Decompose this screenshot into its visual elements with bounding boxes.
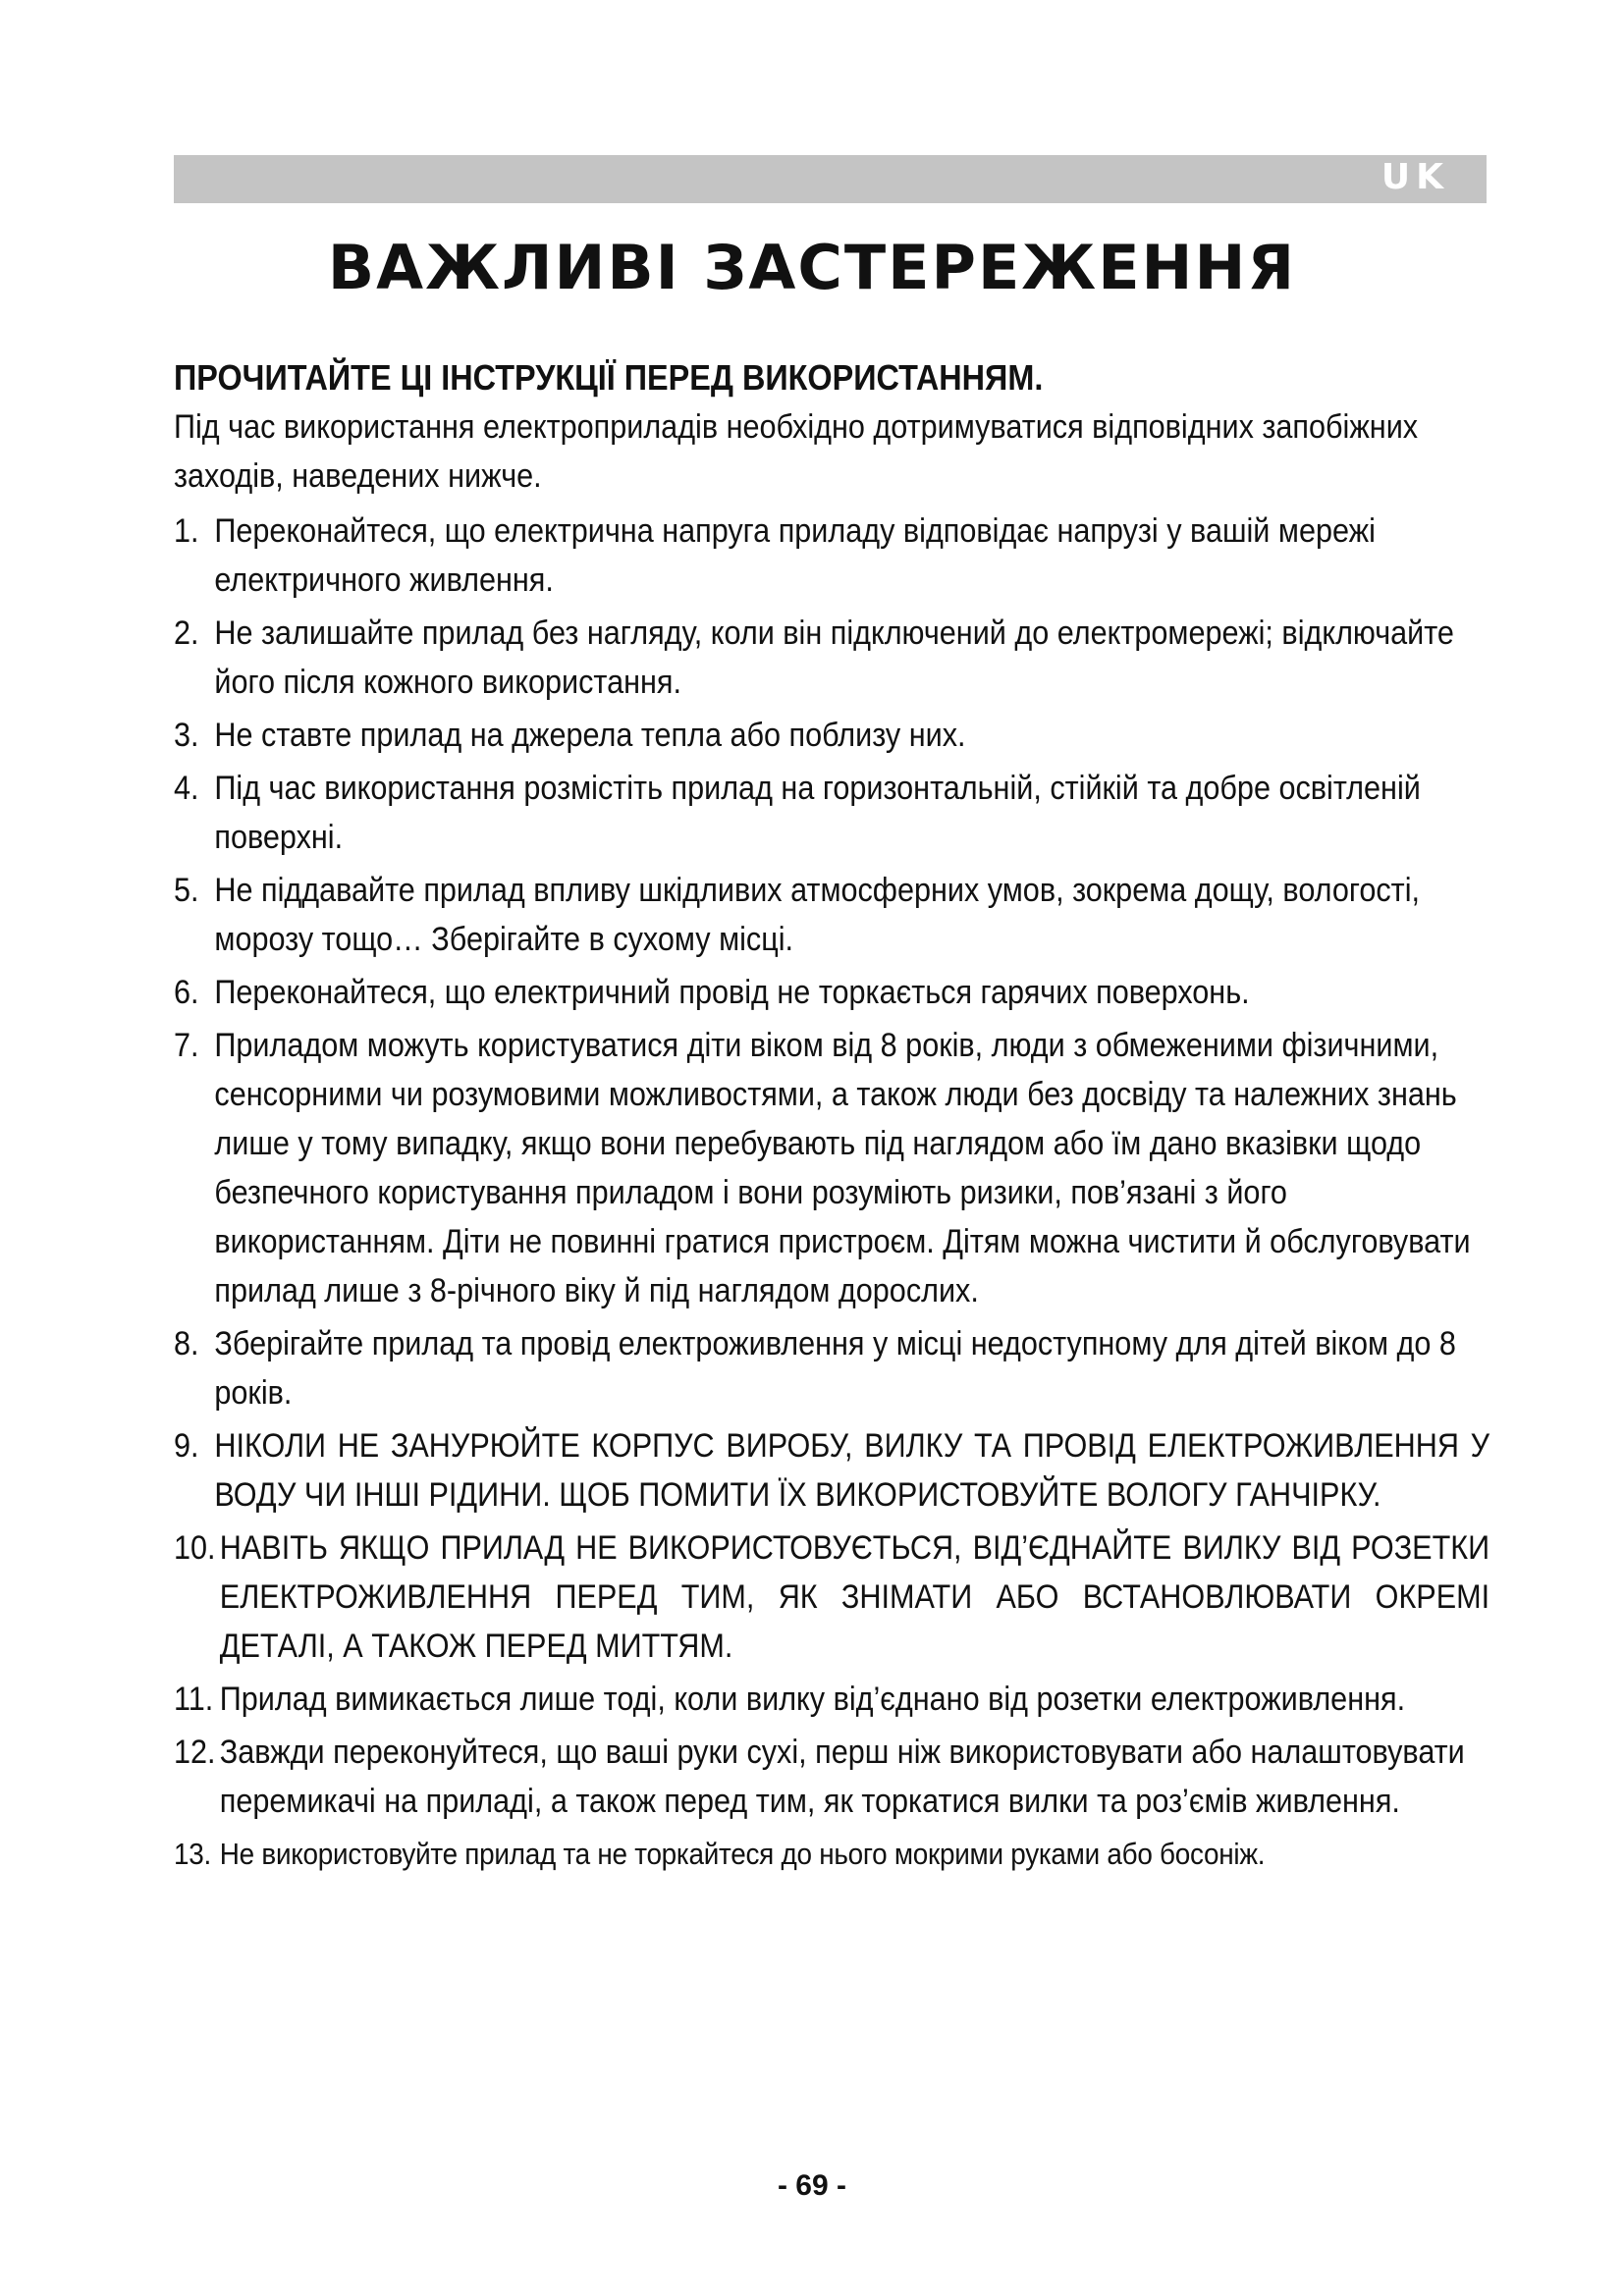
list-item [174,968,1489,1017]
list-item-number: 8. [174,1325,199,1362]
list-item-number: 9. [174,1427,199,1465]
list-item [174,507,1489,605]
list-item [174,1675,1489,1724]
list-item-text: Під час використання розмістіть прилад на горизонтальній, стійкій та добре освітленій поверхні. [214,770,1421,856]
list-item-number: 6. [174,974,199,1011]
page-title: ВАЖЛИВІ ЗАСТЕРЕЖЕННЯ [327,232,1297,303]
list-item-number: 11. [174,1681,214,1718]
list-item-number: 3. [174,717,199,754]
list-item [174,1421,1489,1520]
section-subtitle: ПРОЧИТАЙТЕ ЦІ ІНСТРУКЦІЇ ПЕРЕД ВИКОРИСТАННЯМ. [174,357,1044,398]
list-item [174,711,1489,760]
list-item [174,764,1489,862]
list-item-number: 5. [174,872,199,909]
list-item-text: Переконайтеся, що електричний провід не торкається гарячих поверхонь. [214,974,1250,1011]
list-item [174,866,1489,964]
list-item [174,609,1489,707]
language-code: UK [1380,157,1449,197]
list-item-number: 13. [174,1837,211,1871]
list-item [174,1830,1489,1879]
document-body [174,353,1490,1883]
page-number: - 69 - [777,2169,847,2202]
list-item-text: Не залишайте прилад без нагляду, коли він підключений до електромережі; відключайте його після кожного використання. [214,614,1454,701]
list-item-text: НІКОЛИ НЕ ЗАНУРЮЙТЕ КОРПУС ВИРОБУ, ВИЛКУ ТА ПРОВІД ЕЛЕКТРОЖИВЛЕННЯ У ВОДУ ЧИ ІНШІ РІДИНИ. ЩОБ ПОМИТИ ЇХ ВИКОРИСТОВУЙТЕ ВОЛОГУ ГАНЧІРКУ. [214,1427,1490,1514]
list-item-number: 4. [174,770,199,807]
list-item-number: 10. [174,1529,216,1567]
list-item-number: 2. [174,614,199,652]
intro-paragraph: Під час використання електроприладів необхідно дотримуватися відповідних запобіжних заходів, наведених нижче. [174,408,1419,495]
list-item [174,1319,1489,1417]
list-item [174,1728,1489,1826]
list-item-text: Не використовуйте прилад та не торкайтеся до нього мокрими руками або босоніж. [219,1837,1266,1871]
list-item-text: Приладом можуть користуватися діти віком від 8 років, люди з обмеженими фізичними, сенсорними чи розумовими можливостями, а також люди без досвіду та належних знань лише у тому випадку, якщо вони перебувають під наглядом або їм дано вказівки щодо безпечного користування приладом і вони розуміють ризики, пов’язані з його використанням. Діти не повинні гратися пристроєм. Дітям можна чистити й обслуговувати прилад лише з 8-річного віку й під наглядом дорослих. [214,1027,1471,1309]
list-item-text: Переконайтеся, що електрична напруга приладу відповідає напрузі у вашій мережі електричного живлення. [214,512,1376,599]
list-item-text: Зберігайте прилад та провід електроживлення у місці недоступному для дітей віком до 8 років. [214,1325,1456,1412]
language-header-bar [174,155,1487,203]
list-item-number: 12. [174,1734,216,1771]
list-item-number: 1. [174,512,199,550]
safety-list [174,507,1489,1879]
list-item-text: Завжди переконуйтеся, що ваші руки сухі, перш ніж використовувати або налаштовувати перемикачі на приладі, а також перед тим, як торкатися вилки та роз’ємів живлення. [219,1734,1465,1820]
list-item-number: 7. [174,1027,199,1064]
list-item-text: Не піддавайте прилад впливу шкідливих атмосферних умов, зокрема дощу, вологості, морозу тощо… Зберігайте в сухому місці. [214,872,1421,958]
list-item-text: НАВІТЬ ЯКЩО ПРИЛАД НЕ ВИКОРИСТОВУЄТЬСЯ, ВІД’ЄДНАЙТЕ ВИЛКУ ВІД РОЗЕТКИ ЕЛЕКТРОЖИВЛЕННЯ ПЕРЕД ТИМ, ЯК ЗНІМАТИ АБО ВСТАНОВЛЮВАТИ ОКРЕМІ ДЕТАЛІ, А ТАКОЖ ПЕРЕД МИТТЯМ. [219,1529,1490,1665]
list-item [174,1523,1489,1671]
list-item-text: Прилад вимикається лише тоді, коли вилку від’єднано від розетки електроживлення. [219,1681,1406,1718]
list-item-text: Не ставте прилад на джерела тепла або поблизу них. [214,717,966,754]
list-item [174,1021,1489,1315]
